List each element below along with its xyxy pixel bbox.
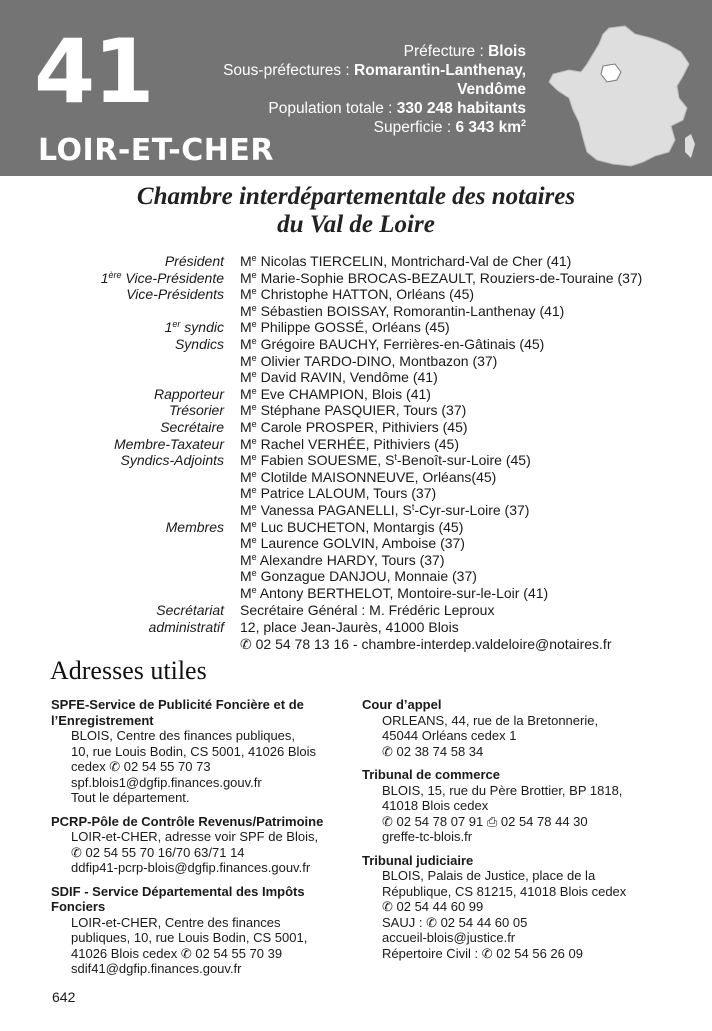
population-line: Population totale : 330 248 habitants — [268, 100, 526, 117]
adresses-column-right — [362, 697, 662, 961]
roster-row — [0, 402, 712, 419]
roster-role — [0, 353, 224, 370]
secretariat-address: 12, place Jean-Jaurès, 41000 Blois — [240, 619, 459, 635]
address-line: spf.blois1@dgfip.finances.gouv.fr — [71, 774, 262, 790]
roster-role — [0, 369, 224, 386]
superficie-line: Superficie : 6 343 $km^2$ — [373, 118, 526, 136]
roster-row — [0, 469, 712, 486]
address-line: ✆ 02 54 78 07 91 ⎙ 02 54 78 44 30 — [382, 813, 588, 829]
roster-row — [0, 270, 712, 287]
roster-row — [0, 436, 712, 453]
roster-role — [0, 535, 224, 552]
roster-role: Rapporteur — [153, 385, 224, 402]
roster-member: Me Laurence GOLVIN, Amboise (37) — [240, 535, 465, 552]
address-line: publiques, 10, rue Louis Bodin, CS 5001, — [71, 930, 308, 945]
roster-role: 1er syndic — [164, 319, 224, 336]
roster-member: Me Marie-Sophie BROCAS-BEZAULT, Rouziers-de-Touraine (37) — [240, 269, 643, 286]
address-heading: Tribunal judiciaire — [362, 852, 474, 868]
sousprefectures-line-2: Vendôme — [457, 81, 526, 98]
address-line: BLOIS, Palais de Justice, place de la — [382, 868, 596, 883]
address-heading: l’Enregistrement — [51, 712, 154, 728]
roster-role — [0, 568, 224, 585]
roster-row — [0, 319, 712, 336]
secretariat-contact: ✆ 02 54 78 13 16 - chambre-interdep.valdeloire@notaires.fr — [240, 636, 612, 652]
address-line: 41018 Blois cedex — [382, 798, 489, 813]
roster-member: Me Clotilde MAISONNEUVE, Orléans(45) — [240, 468, 497, 485]
roster-member: Me Nicolas TIERCELIN, Montrichard-Val de Cher (41) — [240, 253, 572, 269]
roster-member: Me Luc BUCHETON, Montargis (45) — [240, 518, 464, 535]
roster-row — [0, 253, 712, 270]
address-line: accueil-blois@justice.fr — [382, 930, 516, 945]
address-line: LOIR-et-CHER, adresse voir SPF de Blois, — [71, 829, 319, 844]
roster-role — [0, 585, 224, 602]
department-number: 41 — [34, 20, 153, 123]
address-line: SAUJ : ✆ 02 54 44 60 05 — [382, 914, 528, 930]
address-heading: SDIF - Service Départemental des Impôts — [51, 883, 305, 899]
roster-member: Me Sébastien BOISSAY, Romorantin-Lanthenay (41) — [240, 302, 565, 319]
chambre-roster — [0, 253, 712, 601]
address-line: 45044 Orléans cedex 1 — [382, 728, 517, 743]
roster-role: Président — [164, 253, 224, 269]
adresses-title: Adresses utiles — [50, 656, 207, 685]
roster-role — [0, 469, 224, 486]
roster-row — [0, 336, 712, 353]
roster-role: Membres — [165, 518, 224, 535]
secretariat-block — [0, 602, 712, 653]
roster-row — [0, 419, 712, 436]
roster-role — [0, 502, 224, 519]
roster-member: Me Carole PROSPER, Pithiviers (45) — [240, 418, 468, 435]
roster-row — [0, 353, 712, 370]
roster-member: Me Grégoire BAUCHY, Ferrières-en-Gâtinais (45) — [240, 335, 545, 352]
roster-role: Secrétaire — [160, 418, 224, 435]
roster-row — [0, 552, 712, 569]
roster-row — [0, 369, 712, 386]
roster-member: Me Olivier TARDO-DINO, Montbazon (37) — [240, 352, 498, 369]
secretariat-line: Secrétaire Général : M. Frédéric Leproux — [240, 602, 495, 618]
roster-role — [0, 303, 224, 320]
prefecture-line: Préfecture : Blois — [403, 43, 526, 60]
roster-row — [0, 568, 712, 585]
address-line: République, CS 81215, 41018 Blois cedex — [382, 883, 627, 899]
address-heading: Fonciers — [51, 899, 106, 914]
address-line: ddfip41-pcrp-blois@dgfip.finances.gouv.fr — [71, 860, 311, 875]
roster-member: Me Christophe HATTON, Orléans (45) — [240, 286, 475, 303]
roster-role: Syndics — [174, 335, 224, 352]
roster-row — [0, 303, 712, 320]
secretariat-role: administratif — [148, 619, 224, 635]
roster-row — [0, 485, 712, 502]
address-heading: SPFE-Service de Publicité Foncière et de — [51, 697, 304, 712]
roster-role: Trésorier — [169, 402, 224, 419]
department-name: LOIR-ET-CHER — [38, 133, 274, 168]
roster-row — [0, 585, 712, 602]
roster-member: Me Philippe GOSSÉ, Orléans (45) — [240, 319, 450, 336]
roster-row — [0, 286, 712, 303]
roster-row — [0, 519, 712, 536]
roster-member: Me Vanessa PAGANELLI, $S^t-Cyr-sur$-Loire (37) — [240, 501, 530, 518]
roster-member: Me Gonzague DANJOU, Monnaie (37) — [240, 568, 477, 585]
address-line: sdif41@dgfip.finances.gouv.fr — [71, 961, 242, 976]
address-heading: Cour d’appel — [362, 697, 442, 712]
roster-role — [0, 485, 224, 502]
adresses-column-left — [51, 697, 351, 977]
page-number: 642 — [52, 989, 76, 1005]
roster-role — [0, 552, 224, 569]
roster-member: Me David RAVIN, Vendôme (41) — [240, 369, 438, 386]
address-line: ORLEANS, 44, rue de la Bretonnerie, — [382, 712, 599, 728]
secretariat-role: Secrétariat — [156, 602, 224, 618]
roster-role: Membre-Taxateur — [114, 435, 224, 452]
roster-member: Me Rachel VERHÉE, Pithiviers (45) — [240, 435, 459, 452]
roster-row — [0, 535, 712, 552]
address-line: LOIR-et-CHER, Centre des finances — [71, 914, 281, 930]
address-heading: Tribunal de commerce — [362, 767, 500, 782]
roster-row — [0, 452, 712, 469]
roster-row — [0, 502, 712, 519]
address-line: ✆ 02 54 55 70 16/70 63/71 14 — [71, 844, 245, 860]
department-info — [223, 42, 526, 137]
address-line: ✆ 02 54 44 60 99 — [382, 899, 484, 914]
address-line: BLOIS, 15, rue du Père Brottier, BP 1818, — [382, 782, 623, 798]
roster-member: Me Patrice LALOUM, Tours (37) — [240, 485, 437, 502]
roster-role: Vice-Présidents — [126, 286, 224, 303]
address-line: cedex ✆ 02 54 55 70 73 — [71, 759, 211, 774]
roster-member: Me Alexandre HARDY, Tours (37) — [240, 551, 445, 568]
roster-role: 1ère Vice-Présidente — [100, 269, 224, 286]
address-line: Tout le département. — [71, 790, 190, 805]
chambre-title-line2: du Val de Loire — [277, 211, 435, 238]
chambre-title-line1: Chambre interdépartementale des notaires — [136, 183, 576, 210]
roster-role: Syndics-Adjoints — [120, 452, 224, 469]
roster-member: Me Eve CHAMPION, Blois (41) — [240, 385, 431, 402]
roster-member: Me Antony BERTHELOT, Montoire-sur-le-Loir (41) — [240, 584, 549, 601]
address-line: Répertoire Civil : ✆ 02 54 56 26 09 — [382, 945, 583, 961]
address-line: greffe-tc-blois.fr — [382, 829, 473, 844]
address-line: BLOIS, Centre des finances publiques, — [71, 728, 296, 743]
address-heading: PCRP-Pôle de Contrôle Revenus/Patrimoine — [51, 813, 324, 829]
address-line: ✆ 02 38 74 58 34 — [382, 743, 484, 759]
roster-row — [0, 386, 712, 403]
france-map-icon — [547, 24, 699, 172]
sousprefectures-line: Sous-préfectures : Romarantin-Lanthenay, — [223, 62, 526, 79]
roster-member: Me Fabien SOUESME, $S^t-Benoît-sur$-Loire (45) — [240, 452, 531, 469]
roster-member: Me Stéphane PASQUIER, Tours (37) — [240, 402, 467, 419]
address-line: 41026 Blois cedex ✆ 02 54 55 70 39 — [71, 945, 283, 961]
address-line: 10, rue Louis Bodin, CS 5001, 41026 Blois — [71, 743, 317, 759]
